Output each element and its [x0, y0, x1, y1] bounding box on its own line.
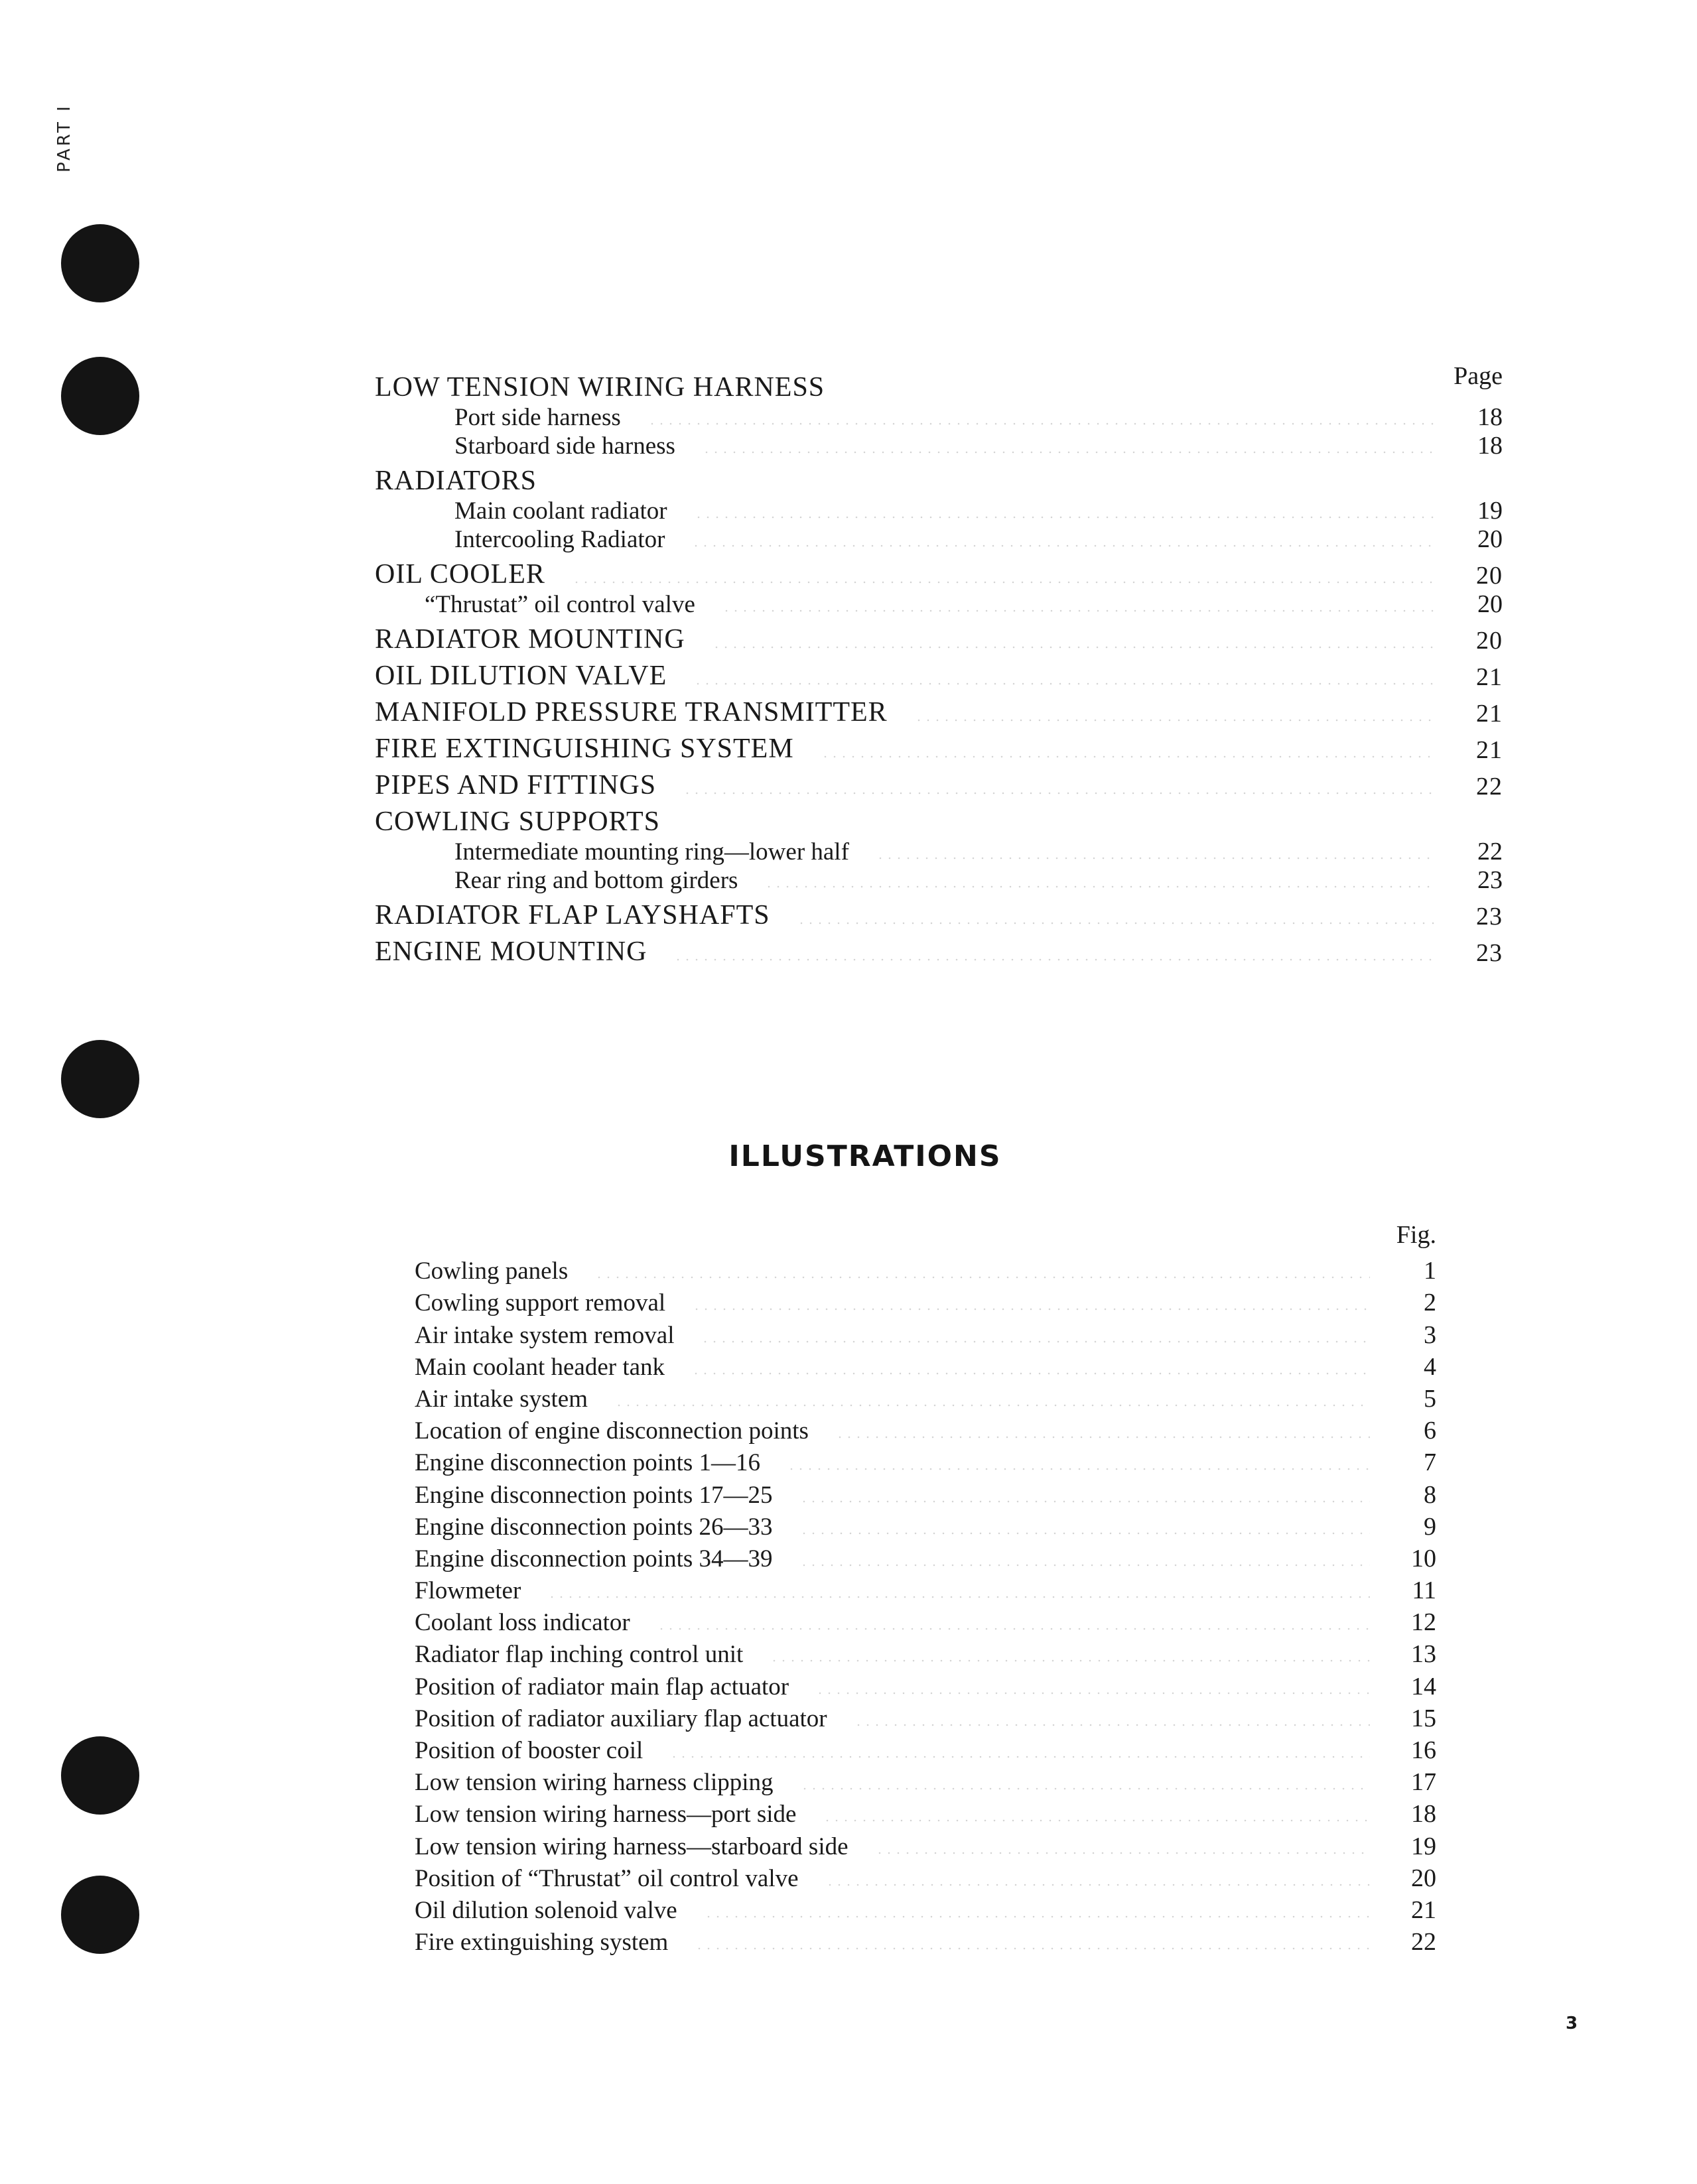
illustration-entry [415, 1541, 1436, 1573]
figure-number: 1 [1424, 1257, 1436, 1285]
contents-section-entry [375, 367, 1503, 403]
entry-page-number: 23 [1476, 939, 1503, 967]
illustration-title: Radiator flap inching control unit [415, 1641, 744, 1669]
dot-leader [799, 1564, 1370, 1567]
figure-number: 14 [1411, 1672, 1436, 1701]
illustration-title: Position of booster coil [415, 1737, 644, 1764]
figure-number: 19 [1411, 1832, 1436, 1860]
contents-section-entry [375, 655, 1503, 692]
entry-title: Intermediate mounting ring—lower half [454, 838, 849, 866]
contents-list [375, 361, 1503, 968]
entry-title: COWLING SUPPORTS [375, 806, 661, 837]
dot-leader [821, 755, 1436, 758]
entry-page-number: 20 [1477, 590, 1503, 618]
entry-title: FIRE EXTINGUISHING SYSTEM [375, 734, 794, 764]
dot-leader [764, 885, 1436, 888]
dot-leader [572, 581, 1436, 584]
punch-hole-1 [61, 224, 139, 302]
illustration-entry [415, 1477, 1436, 1509]
illustration-entry [415, 1765, 1436, 1797]
entry-page-number: 22 [1477, 838, 1503, 866]
figure-number: 7 [1424, 1448, 1436, 1477]
illustration-title: Air intake system [415, 1385, 588, 1413]
entry-title: MANIFOLD PRESSURE TRANSMITTER [375, 697, 888, 728]
entry-title: RADIATOR FLAP LAYSHAFTS [375, 900, 770, 931]
contents-section-entry [375, 801, 1503, 838]
dot-leader [647, 422, 1436, 425]
figure-number: 2 [1424, 1289, 1436, 1317]
contents-section-entry [375, 895, 1503, 931]
dot-leader [854, 1724, 1370, 1726]
dot-leader [876, 857, 1436, 860]
contents-section-entry [375, 765, 1503, 801]
dot-leader [695, 1947, 1370, 1950]
contents-subsection-entry [375, 525, 1503, 554]
illustration-title: Position of “Thrustat” oil control valve [415, 1864, 799, 1892]
figure-number: 21 [1411, 1895, 1436, 1924]
figure-number: 3 [1424, 1320, 1436, 1349]
figure-number: 17 [1411, 1768, 1436, 1797]
dot-leader [712, 646, 1436, 649]
contents-section-entry [375, 619, 1503, 655]
illustration-entry [415, 1573, 1436, 1605]
contents-section-entry [375, 728, 1503, 765]
illustration-entry [415, 1605, 1436, 1637]
illustration-entry [415, 1829, 1436, 1860]
figure-number: 18 [1411, 1800, 1436, 1829]
contents-subsection-entry [375, 497, 1503, 525]
dot-leader [691, 545, 1436, 547]
entry-title: Port side harness [454, 404, 621, 431]
dot-leader [799, 1500, 1370, 1503]
illustration-title: Location of engine disconnection points [415, 1417, 809, 1445]
punch-hole-2 [61, 357, 139, 435]
figure-number: 12 [1411, 1608, 1436, 1637]
illustration-entry [415, 1925, 1436, 1957]
entry-page-number: 23 [1476, 903, 1503, 931]
contents-subsection-entry [375, 403, 1503, 432]
entry-page-number: 23 [1477, 866, 1503, 894]
dot-leader [702, 451, 1436, 454]
figure-number: 13 [1411, 1640, 1436, 1669]
dot-leader [594, 1276, 1370, 1279]
dot-leader [704, 1915, 1370, 1918]
illustration-entry [415, 1317, 1436, 1349]
dot-leader [815, 1692, 1370, 1695]
dot-leader [770, 1659, 1370, 1662]
contents-subsection-entry [375, 866, 1503, 895]
dot-leader [787, 1468, 1370, 1470]
contents-section-entry [375, 692, 1503, 728]
figure-number: 11 [1412, 1576, 1436, 1605]
dot-leader [875, 1852, 1370, 1854]
entry-page-number: 20 [1476, 627, 1503, 655]
illustration-entry [415, 1733, 1436, 1765]
illustration-rows [415, 1253, 1436, 1957]
punch-hole-5 [61, 1876, 139, 1954]
punch-hole-4 [61, 1736, 139, 1815]
contents-rows [375, 367, 1503, 968]
dot-leader [694, 516, 1436, 519]
figure-number: 6 [1424, 1417, 1436, 1445]
illustration-entry [415, 1701, 1436, 1733]
contents-subsection-entry [375, 838, 1503, 866]
illustrations-list [415, 1220, 1436, 1957]
illustration-title: Low tension wiring harness—port side [415, 1801, 797, 1829]
entry-page-number: 21 [1476, 663, 1503, 691]
dot-leader [691, 1372, 1370, 1375]
illustration-title: Engine disconnection points 1—16 [415, 1449, 761, 1477]
dot-leader [799, 1532, 1370, 1535]
dot-leader [823, 1819, 1370, 1822]
dot-leader [669, 1756, 1370, 1758]
dot-leader [614, 1404, 1370, 1407]
illustration-entry [415, 1637, 1436, 1669]
illustration-entry [415, 1350, 1436, 1381]
dot-leader [797, 922, 1436, 925]
illustration-entry [415, 1445, 1436, 1477]
dot-leader [914, 719, 1436, 722]
illustration-title: Main coolant header tank [415, 1353, 665, 1381]
illustration-entry [415, 1285, 1436, 1317]
dot-leader [722, 610, 1436, 612]
figure-number: 16 [1411, 1736, 1436, 1764]
illustration-title: Position of radiator auxiliary flap actuator [415, 1704, 827, 1732]
figure-number: 9 [1424, 1512, 1436, 1541]
dot-leader [835, 1436, 1370, 1439]
dot-leader [692, 1308, 1370, 1311]
entry-page-number: 20 [1477, 525, 1503, 553]
fig-column-header: Fig. [1396, 1221, 1436, 1249]
page-column-header: Page [1454, 362, 1503, 390]
entry-title: “Thrustat” oil control valve [425, 591, 695, 618]
entry-title: ENGINE MOUNTING [375, 936, 647, 967]
dot-leader [701, 1340, 1370, 1343]
page-number: 3 [1566, 2014, 1578, 2033]
illustration-title: Engine disconnection points 26—33 [415, 1513, 773, 1541]
dot-leader [825, 1884, 1370, 1886]
illustration-title: Cowling panels [415, 1257, 569, 1285]
illustrations-title: ILLUSTRATIONS [728, 1139, 1002, 1173]
figure-number: 5 [1424, 1384, 1436, 1413]
entry-title: Intercooling Radiator [454, 526, 665, 553]
entry-title: PIPES AND FITTINGS [375, 770, 657, 801]
entry-title: Main coolant radiator [454, 497, 667, 525]
illustration-title: Engine disconnection points 34—39 [415, 1545, 773, 1573]
illustration-entry [415, 1381, 1436, 1413]
entry-page-number: 22 [1476, 773, 1503, 801]
entry-title: Rear ring and bottom girders [454, 867, 738, 894]
illustration-entry [415, 1797, 1436, 1829]
illustration-title: Flowmeter [415, 1577, 521, 1605]
entry-page-number: 19 [1477, 497, 1503, 525]
entry-page-number: 18 [1477, 403, 1503, 431]
entry-title: OIL DILUTION VALVE [375, 661, 667, 691]
illustration-title: Oil dilution solenoid valve [415, 1896, 677, 1924]
figure-number: 4 [1424, 1352, 1436, 1381]
entry-title: RADIATORS [375, 466, 537, 496]
dot-leader [693, 682, 1436, 685]
illustration-entry [415, 1413, 1436, 1445]
illustration-entry [415, 1253, 1436, 1285]
entry-page-number: 20 [1476, 562, 1503, 590]
contents-section-entry [375, 460, 1503, 497]
dot-leader [683, 792, 1436, 795]
illustration-title: Low tension wiring harness clipping [415, 1769, 774, 1797]
contents-section-entry [375, 554, 1503, 590]
figure-number: 20 [1411, 1864, 1436, 1892]
contents-subsection-entry [375, 432, 1503, 460]
illustration-title: Low tension wiring harness—starboard side [415, 1832, 848, 1860]
illustration-title: Cowling support removal [415, 1289, 666, 1317]
entry-title: OIL COOLER [375, 559, 545, 590]
entry-title: RADIATOR MOUNTING [375, 624, 685, 655]
entry-title: Starboard side harness [454, 432, 675, 460]
figure-number: 15 [1411, 1704, 1436, 1732]
illustration-title: Air intake system removal [415, 1321, 675, 1349]
punch-hole-3 [61, 1040, 139, 1118]
entry-page-number: 21 [1476, 736, 1503, 764]
illustration-entry [415, 1510, 1436, 1541]
illustration-title: Engine disconnection points 17—25 [415, 1481, 773, 1509]
entry-page-number: 21 [1476, 700, 1503, 728]
dot-leader [547, 1596, 1370, 1598]
contents-section-entry [375, 931, 1503, 968]
illustration-entry [415, 1669, 1436, 1701]
illustration-title: Position of radiator main flap actuator [415, 1673, 789, 1701]
figure-number: 22 [1411, 1928, 1436, 1957]
illustration-entry [415, 1861, 1436, 1893]
dot-leader [657, 1628, 1370, 1630]
dot-leader [673, 958, 1436, 961]
entry-title: LOW TENSION WIRING HARNESS [375, 372, 825, 403]
illustration-title: Coolant loss indicator [415, 1609, 630, 1637]
illustration-entry [415, 1893, 1436, 1925]
dot-leader [800, 1787, 1370, 1790]
contents-subsection-entry [375, 590, 1503, 619]
part-label: PART I [54, 103, 74, 172]
figure-number: 8 [1424, 1480, 1436, 1509]
entry-page-number: 18 [1477, 432, 1503, 460]
illustration-title: Fire extinguishing system [415, 1929, 669, 1957]
figure-number: 10 [1411, 1544, 1436, 1573]
